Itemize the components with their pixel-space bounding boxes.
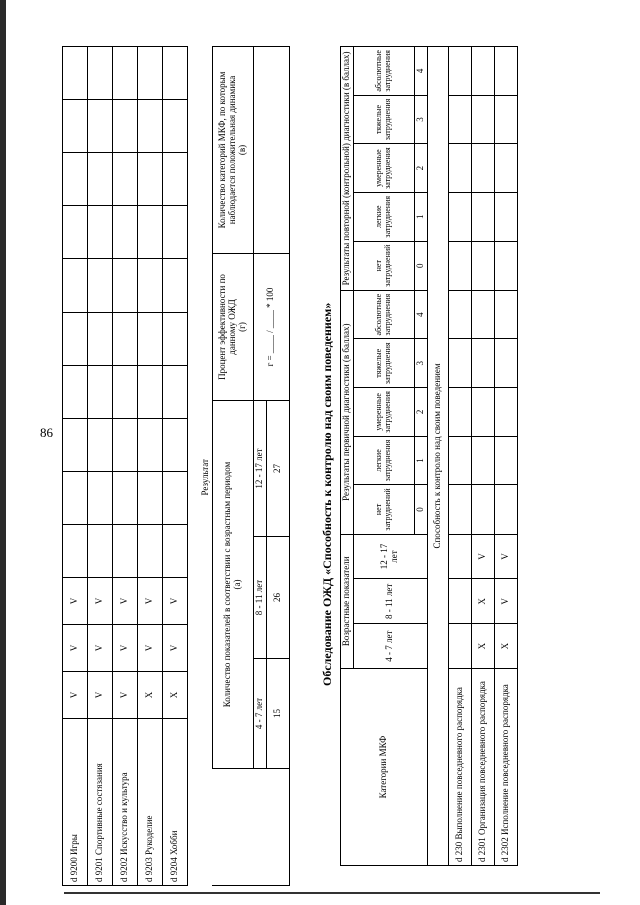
result-table	[200, 46, 290, 886]
score-cell	[494, 144, 517, 193]
value-8-11: 26	[266, 537, 289, 659]
empty-cell	[88, 100, 113, 153]
empty-cell	[88, 524, 113, 577]
mark-cell: V	[138, 625, 163, 672]
empty-cell	[63, 365, 88, 418]
col-c-value	[253, 47, 289, 254]
mark-cell: X	[471, 624, 494, 669]
level-score: 2	[414, 388, 427, 437]
empty-cell	[163, 100, 188, 153]
table-row	[113, 47, 138, 886]
table-row	[88, 47, 113, 886]
score-cell	[448, 290, 471, 339]
empty-cell	[138, 153, 163, 206]
score-cell	[471, 47, 494, 96]
empty-cell	[88, 365, 113, 418]
level-label: умеренные затруднения	[353, 144, 414, 193]
score-cell	[494, 290, 517, 339]
mark-cell: V	[88, 625, 113, 672]
empty-cell	[113, 365, 138, 418]
mark-cell	[448, 579, 471, 624]
score-cell	[448, 192, 471, 241]
age-8-11: 8 - 11 лет	[253, 537, 266, 659]
mark-cell: V	[163, 625, 188, 672]
col-c-text: Количество категорий МКФ, по которым наблюдается положительная динамика	[217, 71, 237, 229]
score-cell	[494, 192, 517, 241]
score-cell	[471, 95, 494, 144]
empty-cell	[163, 365, 188, 418]
empty-cell	[63, 471, 88, 524]
table-row	[471, 47, 494, 866]
col-a-letter: (а)	[231, 579, 242, 590]
col-c-header	[212, 47, 253, 254]
score-cell	[494, 241, 517, 290]
mark-cell: V	[494, 579, 517, 624]
level-score: 3	[414, 339, 427, 388]
spacer-cell	[266, 769, 289, 886]
score-cell	[494, 95, 517, 144]
empty-cell	[88, 418, 113, 471]
category-code: d 9204 Хобби	[163, 719, 188, 886]
empty-cell	[63, 206, 88, 259]
level-score: 1	[414, 192, 427, 241]
empty-cell	[113, 100, 138, 153]
level-score: 4	[414, 47, 427, 96]
category-code: d 2301 Организация повседневного распорядка	[471, 669, 494, 866]
level-label: легкие затруднения	[353, 436, 414, 485]
empty-cell	[138, 47, 163, 100]
mark-cell: V	[63, 672, 88, 719]
mark-cell: V	[113, 578, 138, 625]
level-label: абсолютные затруднения	[353, 47, 414, 96]
empty-cell	[88, 206, 113, 259]
score-cell	[471, 388, 494, 437]
empty-cell	[88, 312, 113, 365]
mark-cell: V	[113, 625, 138, 672]
mark-cell: V	[471, 534, 494, 579]
empty-cell	[88, 153, 113, 206]
empty-cell	[138, 418, 163, 471]
category-code: d 230 Выполнение повседневного распорядка	[448, 669, 471, 866]
score-cell	[448, 436, 471, 485]
result-title: Результат	[200, 459, 210, 496]
score-cell	[471, 290, 494, 339]
age-column: 4 - 7 лет	[353, 624, 427, 669]
empty-cell	[113, 47, 138, 100]
mark-cell: X	[471, 579, 494, 624]
score-cell	[494, 485, 517, 534]
level-label: абсолютные затруднения	[353, 290, 414, 339]
level-label: тяжелые затруднения	[353, 95, 414, 144]
level-label: нет затруднений	[353, 485, 414, 534]
empty-cell	[163, 206, 188, 259]
spacer-cell	[212, 769, 253, 886]
empty-cell	[163, 524, 188, 577]
score-cell	[448, 144, 471, 193]
empty-cell	[113, 418, 138, 471]
level-score: 4	[414, 290, 427, 339]
empty-cell	[63, 524, 88, 577]
mark-cell: X	[138, 672, 163, 719]
page-number: 86	[40, 425, 53, 440]
mark-cell: V	[88, 578, 113, 625]
col-b-text: Процент эффективности по данному ОЖД	[217, 274, 237, 380]
repeat-header: Результаты повторной (контрольной) диагностики (в баллах)	[341, 47, 354, 291]
empty-cell	[113, 259, 138, 312]
empty-cell	[163, 259, 188, 312]
empty-cell	[113, 206, 138, 259]
value-12-17: 27	[266, 401, 289, 537]
col-a-text: Количество показателей в соответствии с возрастным периодом	[222, 461, 232, 708]
empty-cell	[163, 471, 188, 524]
empty-cell	[138, 312, 163, 365]
age-column: 8 - 11 лет	[353, 579, 427, 624]
score-cell	[448, 339, 471, 388]
category-code: d 9203 Рукоделие	[138, 719, 163, 886]
empty-cell	[113, 471, 138, 524]
level-label: умеренные затруднения	[353, 388, 414, 437]
formula-cell: г = ____ / ____ * 100	[253, 254, 289, 401]
level-score: 0	[414, 485, 427, 534]
empty-cell	[63, 100, 88, 153]
category-code: d 9200 Игры	[63, 719, 88, 886]
age-column: 12 - 17 лет	[353, 534, 427, 579]
category-code: d 2302 Исполнение повседневного распорядка	[494, 669, 517, 866]
level-score: 1	[414, 436, 427, 485]
level-score: 3	[414, 95, 427, 144]
empty-cell	[138, 100, 163, 153]
value-4-7: 15	[266, 659, 289, 769]
empty-cell	[138, 471, 163, 524]
empty-cell	[113, 524, 138, 577]
mark-cell: V	[113, 672, 138, 719]
section-heading: Обследование ОЖД «Способность к контролю над своим поведением»	[320, 302, 334, 686]
empty-cell	[88, 259, 113, 312]
group-row	[427, 47, 448, 866]
score-cell	[471, 485, 494, 534]
mark-cell: V	[138, 578, 163, 625]
col-a-header	[212, 401, 253, 769]
empty-cell	[163, 312, 188, 365]
empty-cell	[138, 206, 163, 259]
level-score: 0	[414, 241, 427, 290]
score-cell	[471, 192, 494, 241]
empty-cell	[163, 47, 188, 100]
empty-cell	[163, 153, 188, 206]
score-cell	[448, 485, 471, 534]
rotated-content	[62, 46, 617, 886]
empty-cell	[138, 259, 163, 312]
mark-cell: X	[494, 624, 517, 669]
primary-header: Результаты первичной диагностики (в баллах)	[341, 290, 354, 534]
score-cell	[494, 388, 517, 437]
mark-cell: V	[163, 578, 188, 625]
level-label: тяжелые затруднения	[353, 339, 414, 388]
mark-cell	[448, 624, 471, 669]
score-cell	[471, 241, 494, 290]
scan-bottom-line	[64, 892, 600, 894]
score-cell	[471, 144, 494, 193]
mark-cell	[448, 534, 471, 579]
score-cell	[448, 388, 471, 437]
score-cell	[471, 339, 494, 388]
table-row	[63, 47, 88, 886]
empty-cell	[63, 312, 88, 365]
score-cell	[494, 47, 517, 96]
empty-cell	[113, 312, 138, 365]
behaviour-table	[340, 46, 518, 866]
empty-cell	[63, 47, 88, 100]
level-label: нет затруднений	[353, 241, 414, 290]
score-cell	[494, 339, 517, 388]
col-c-letter: (в)	[236, 144, 247, 156]
empty-cell	[63, 153, 88, 206]
group-label: Способность к контролю над своим поведением	[427, 47, 448, 866]
empty-cell	[88, 47, 113, 100]
table-row	[163, 47, 188, 886]
mark-cell: V	[63, 625, 88, 672]
col-b-header	[212, 254, 253, 401]
age-header: Возрастные показатели	[341, 534, 354, 668]
mark-cell: X	[163, 672, 188, 719]
level-score: 2	[414, 144, 427, 193]
empty-cell	[163, 418, 188, 471]
spacer-cell	[253, 769, 266, 886]
mark-cell: V	[88, 672, 113, 719]
col-b-letter: (г)	[236, 322, 247, 332]
category-code: d 9202 Искусство и культура	[113, 719, 138, 886]
empty-cell	[63, 418, 88, 471]
level-label: легкие затруднения	[353, 192, 414, 241]
empty-cell	[138, 365, 163, 418]
score-cell	[494, 436, 517, 485]
score-cell	[448, 241, 471, 290]
empty-cell	[63, 259, 88, 312]
scan-edge	[0, 0, 6, 905]
score-cell	[448, 47, 471, 96]
activities-table	[62, 46, 188, 886]
mark-cell: V	[494, 534, 517, 579]
category-code: d 9201 Спортивные состязания	[88, 719, 113, 886]
mark-cell: V	[63, 578, 88, 625]
empty-cell	[138, 524, 163, 577]
score-cell	[471, 436, 494, 485]
empty-cell	[113, 153, 138, 206]
age-4-7: 4 - 7 лет	[253, 659, 266, 769]
score-cell	[448, 95, 471, 144]
category-header: Категории МКФ	[341, 669, 428, 866]
table-row	[448, 47, 471, 866]
empty-cell	[88, 471, 113, 524]
age-12-17: 12 - 17 лет	[253, 401, 266, 537]
table-row	[494, 47, 517, 866]
table-row	[138, 47, 163, 886]
